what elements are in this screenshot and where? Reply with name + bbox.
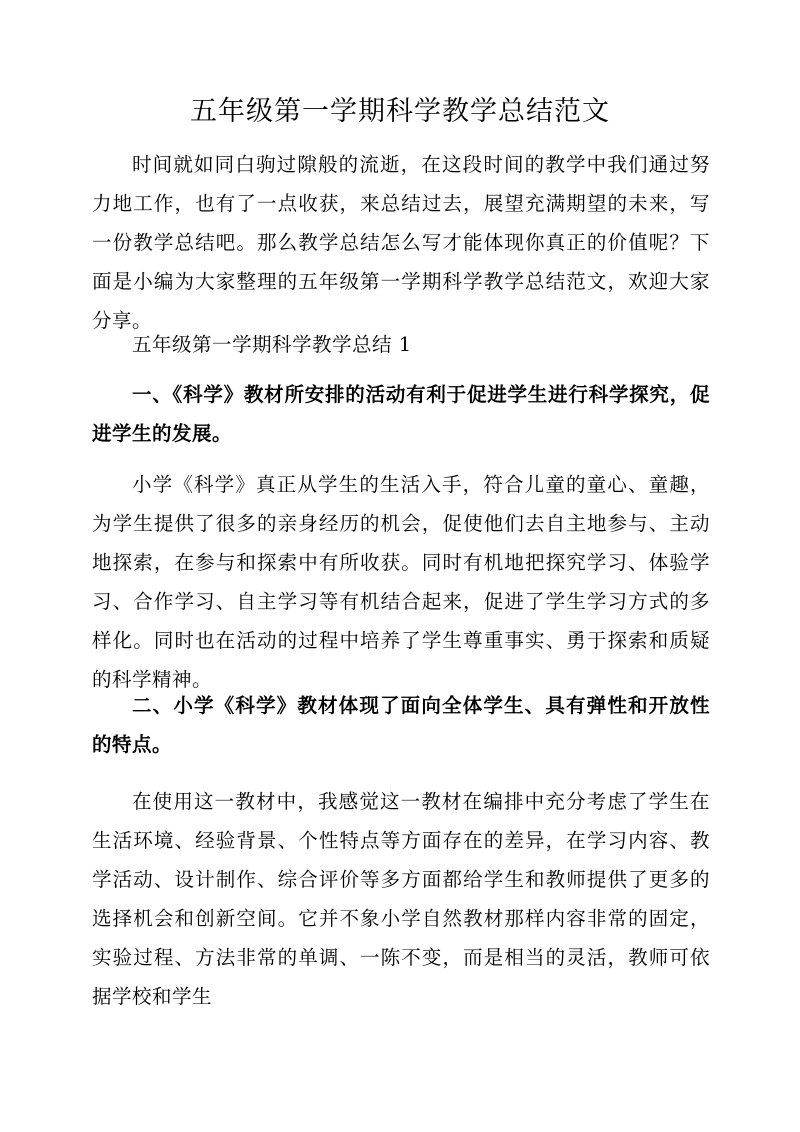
point-two-heading: 二、小学《科学》教材体现了面向全体学生、具有弹性和开放性的特点。 — [92, 694, 710, 756]
point-two-body: 在使用这一教材中，我感觉这一教材在编排中充分考虑了学生在生活环境、经验背景、个性特点等方面存在的差异，在学习内容、教学活动、设计制作、综合评价等多方面都给学生和教师提供了更多的选择机会和创新空间。它并不象小学自然教材那样内容非常的固定，实验过程、方法非常的单调、一陈不变，而是相当的灵活，教师可依据学校和学生 — [92, 790, 710, 1008]
point-one-body: 小学《科学》真正从学生的生活入手，符合儿童的童心、童趣，为学生提供了很多的亲身经历的机会，促使他们去自主地参与、主动地探索，在参与和探索中有所收获。同时有机地把探究学习、体验学习、合作学习、自主学习等有机结合起来，促进了学生学习方式的多样化。同时也在活动的过程中培养了学生尊重事实、勇于探索和质疑的科学精神。 — [92, 473, 710, 691]
intro-paragraph: 时间就如同白驹过隙般的流逝，在这段时间的教学中我们通过努力地工作，也有了一点收获，来总结过去，展望充满期望的未来，写一份教学总结吧。那么教学总结怎么写才能体现你真正的价值呢？下面是小编为大家整理的五年级第一学期科学教学总结范文，欢迎大家分享。 — [92, 153, 710, 332]
document-title: 五年级第一学期科学教学总结范文 — [190, 96, 610, 127]
section-heading: 五年级第一学期科学教学总结 1 — [132, 333, 412, 356]
point-one-heading: 一、《科学》教材所安排的活动有利于促进学生进行科学探究，促进学生的发展。 — [92, 383, 710, 445]
